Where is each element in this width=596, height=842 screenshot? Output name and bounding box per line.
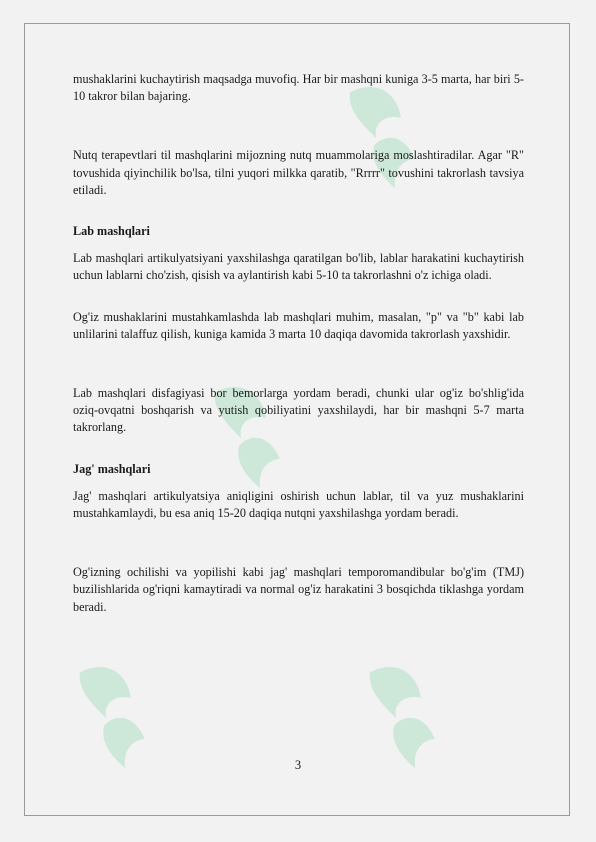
section-heading: Lab mashqlari [73,224,150,239]
document-body [73,71,524,616]
section-heading: Jag' mashqlari [73,461,151,476]
paragraph: mushaklarini kuchaytirish maqsadga muvofiq. Har bir mashqni kuniga 3-5 marta, har biri 5-10 takror bilan bajaring. [73,72,524,104]
paragraph: Jag' mashqlari artikulyatsiya aniqligini oshirish uchun lablar, til va yuz mushaklarini mustahkamlaydi, bu esa aniq 15-20 daqiqa nutqni yaxshilashga yordam beradi. [73,488,524,521]
paragraph: Nutq terapevtlari til mashqlarini mijozning nutq muammolariga moslashtiradilar. Agar "R" tovushida qiyinchilik bo'lsa, tilni yuqori milkka qaratib, "Rrrrr" tovushini takrorlash tavsiya etiladi. [73,148,524,197]
page-number: 3 [294,758,302,772]
paragraph: Lab mashqlari disfagiyasi bor bemorlarga yordam beradi, chunki ular og'iz bo'shlig'ida oziq-ovqatni boshqarish va yutish qobiliyatini yaxshilaydi, har bir mashqni 5-7 marta takrorlang. [73,386,524,435]
paragraph: Og'iz mushaklarini mustahkamlashda lab mashqlari muhim, masalan, "p" va "b" kabi lab unlilarini talaffuz qilish, kuniga kamida 3 marta 10 daqiqa davomida takrorlash yaxshidir. [73,309,524,341]
paragraph: Og'izning ochilishi va yopilishi kabi jag' mashqlari temporomandibular bo'g'im (TMJ) buzilishlarida og'riqni kamaytiradi va normal og'iz harakatini 3 bosqichda tiklashga yordam beradi. [73,565,524,614]
paragraph: Lab mashqlari artikulyatsiyani yaxshilashga qaratilgan bo'lib, lablar harakatini kuchaytirish uchun lablarni cho'zish, qisish va aylantirish kabi 5-10 ta takrorlashni o'z ichiga oladi. [73,251,524,283]
